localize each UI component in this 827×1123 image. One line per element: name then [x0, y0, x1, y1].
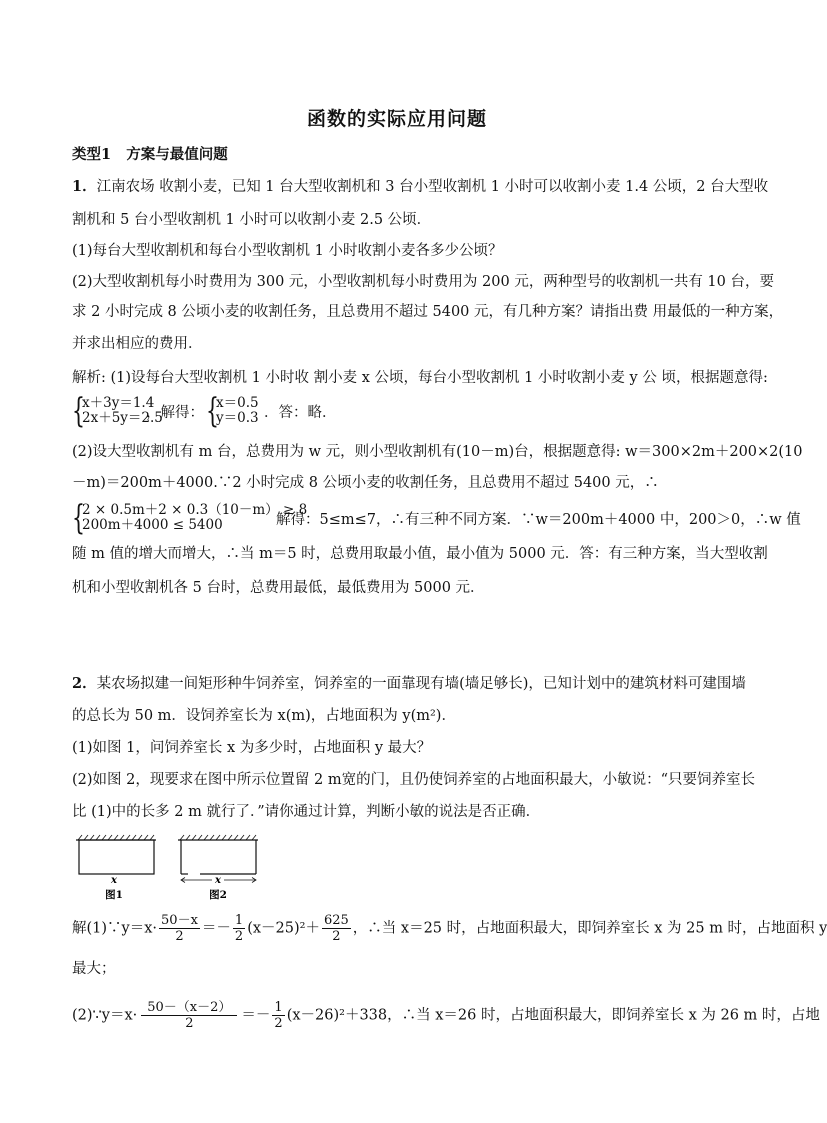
sol2-prefix: (2)∵y＝x· [72, 1007, 138, 1024]
brace-icon: { [206, 391, 219, 431]
problem2-line-0: 2．某农场拟建一间矩形种牛饲养室，饲养室的一面靠现有墙(墙足够长)，已知计划中的建筑材料可建围墙 [72, 675, 746, 692]
inequality-system [72, 498, 308, 538]
problem2-line-3: (2)如图 2，现要求在图中所示位置留 2 m宽的门，且仍使饲养室的占地面积最大，小敏说：“只要饲养室长 [72, 772, 755, 788]
equation: x＝0.5 [216, 395, 259, 411]
figure2-enclosure [181, 840, 256, 874]
equation: x＋3y＝1.4 [82, 395, 155, 411]
problem2-line-1: 的总长为 50 m．设饲养室长为 x(m)，占地面积为 y(m²)． [72, 708, 456, 724]
answer1-text: ．答：略． [264, 405, 337, 421]
fraction: $\frac{1}{2}$ [234, 913, 244, 944]
problem1-solution-intro: 解析: (1)设每台大型收割机 1 小时收 割小麦 x 公顷，每台小型收割机 1 小时收割小麦 y 公 顷，根据题意得: [72, 370, 768, 386]
equation: 2x＋5y＝2.5 [82, 410, 163, 426]
problem1-line-4: 求 2 小时完成 8 公顷小麦的收割任务，且总费用不超过 5400 元，有几种方案？请指出费 用最低的一种方案， [72, 304, 784, 320]
section-type-label: 类型1 [72, 146, 112, 163]
problem2-solution-1: 解(1)∵y＝x· $\frac{50-x}{2}$ ＝－ $\frac{1}{2}$ (x－25)²＋ $\frac{625}{2}$ ，∴当 x＝25 时，占地面积最大，即饲养室长 x 为 25 m 时，占地面积 y [72, 913, 827, 944]
problem1-part2-line-0: (2)设大型收割机有 m 台，总费用为 w 元，则小型收割机有(10－m)台，根据题意得: w＝300×2m＋200×2(10 [72, 444, 803, 460]
problem1-line-3: (2)大型收割机每小时费用为 300 元，小型收割机每小时费用为 200 元，两种型号的收割机一共有 10 台，要 [72, 274, 774, 290]
problem1-after-system: 解得：5≤m≤7，∴有三种不同方案．∵w＝200m＋4000 中，200＞0，∴w 值 [276, 512, 801, 528]
section-heading [72, 146, 724, 164]
figure1-label: 图1 [105, 889, 123, 901]
figure2-label: 图2 [209, 889, 227, 901]
problem1-line-1: 割机和 5 台小型收割机 1 小时可以收割小麦 2.5 公顷． [72, 212, 432, 228]
problem1-number: 1． [72, 178, 97, 195]
problem1-part2-line-1: －m)＝200m＋4000.∵2 小时完成 8 公顷小麦的收割任务，且总费用不超过 5400 元，∴ [72, 475, 659, 491]
problem2-line-2: (1)如图 1，问饲养室长 x 为多少时，占地面积 y 最大？ [72, 740, 432, 756]
problem1-part2-line-3: 机和小型收割机各 5 台时，总费用最低，最低费用为 5000 元． [72, 580, 485, 596]
problem1-line-2: (1)每台大型收割机和每台小型收割机 1 小时收割小麦各多少公顷？ [72, 243, 503, 259]
figure1-wall [76, 835, 156, 840]
page-title: 函数的实际应用问题 [306, 108, 487, 130]
problem2-line-4: 比 (1)中的长多 2 m 就行了．”请你通过计算，判断小敏的说法是否正确． [72, 804, 541, 820]
figure2-x-label: x [215, 875, 221, 886]
problem1-line-0: 1．江南农场 收割小麦，已知 1 台大型收割机和 3 台小型收割机 1 小时可以收割小麦 1.4 公顷，2 台大型收 [72, 178, 769, 195]
fraction: $\frac{625}{2}$ [323, 913, 349, 944]
equation: y＝0.3 [216, 410, 259, 426]
figure1-rectangle [79, 840, 154, 874]
problem1-part2-line-2: 随 m 值的增大而增大，∴当 m＝5 时，总费用取最小值，最小值为 5000 元．答：有三种方案，当大型收割 [72, 546, 768, 562]
sol1-prefix: 解(1)∵y＝x· [72, 920, 158, 937]
brace-icon: { [72, 498, 85, 538]
solve-text: ，解得： [146, 405, 204, 421]
problem2-number: 2． [72, 675, 97, 692]
problem2-solution-2: (2)∵y＝x· $\frac{50-(x-2)}{2}$ ＝－ $\frac{1}{2}$ (x－26)²＋338，∴当 x＝26 时，占地面积最大，即饲养室长 x 为 26 m 时，占地 [72, 1000, 820, 1031]
inequality: 200m＋4000 ≤ 5400 [82, 517, 223, 533]
section-type-title: 方案与最值问题 [126, 146, 228, 163]
fraction: $\frac{50-x}{2}$ [161, 913, 198, 944]
fraction: $\frac{1}{2}$ [274, 1000, 283, 1031]
problem2-solution-1-tail: 最大； [72, 961, 116, 977]
fraction: $\frac{50-(x-2)}{2}$ [141, 1000, 237, 1031]
inequality: 2 × 0.5m＋2 × 0.3（10－m） ≥ 8 [82, 502, 308, 518]
figure-diagrams [76, 832, 276, 902]
figure1-x-label: x [111, 875, 117, 886]
figure2-wall [178, 835, 258, 840]
problem1-line-5: 并求出相应的费用． [72, 336, 203, 352]
brace-icon: { [72, 391, 85, 431]
